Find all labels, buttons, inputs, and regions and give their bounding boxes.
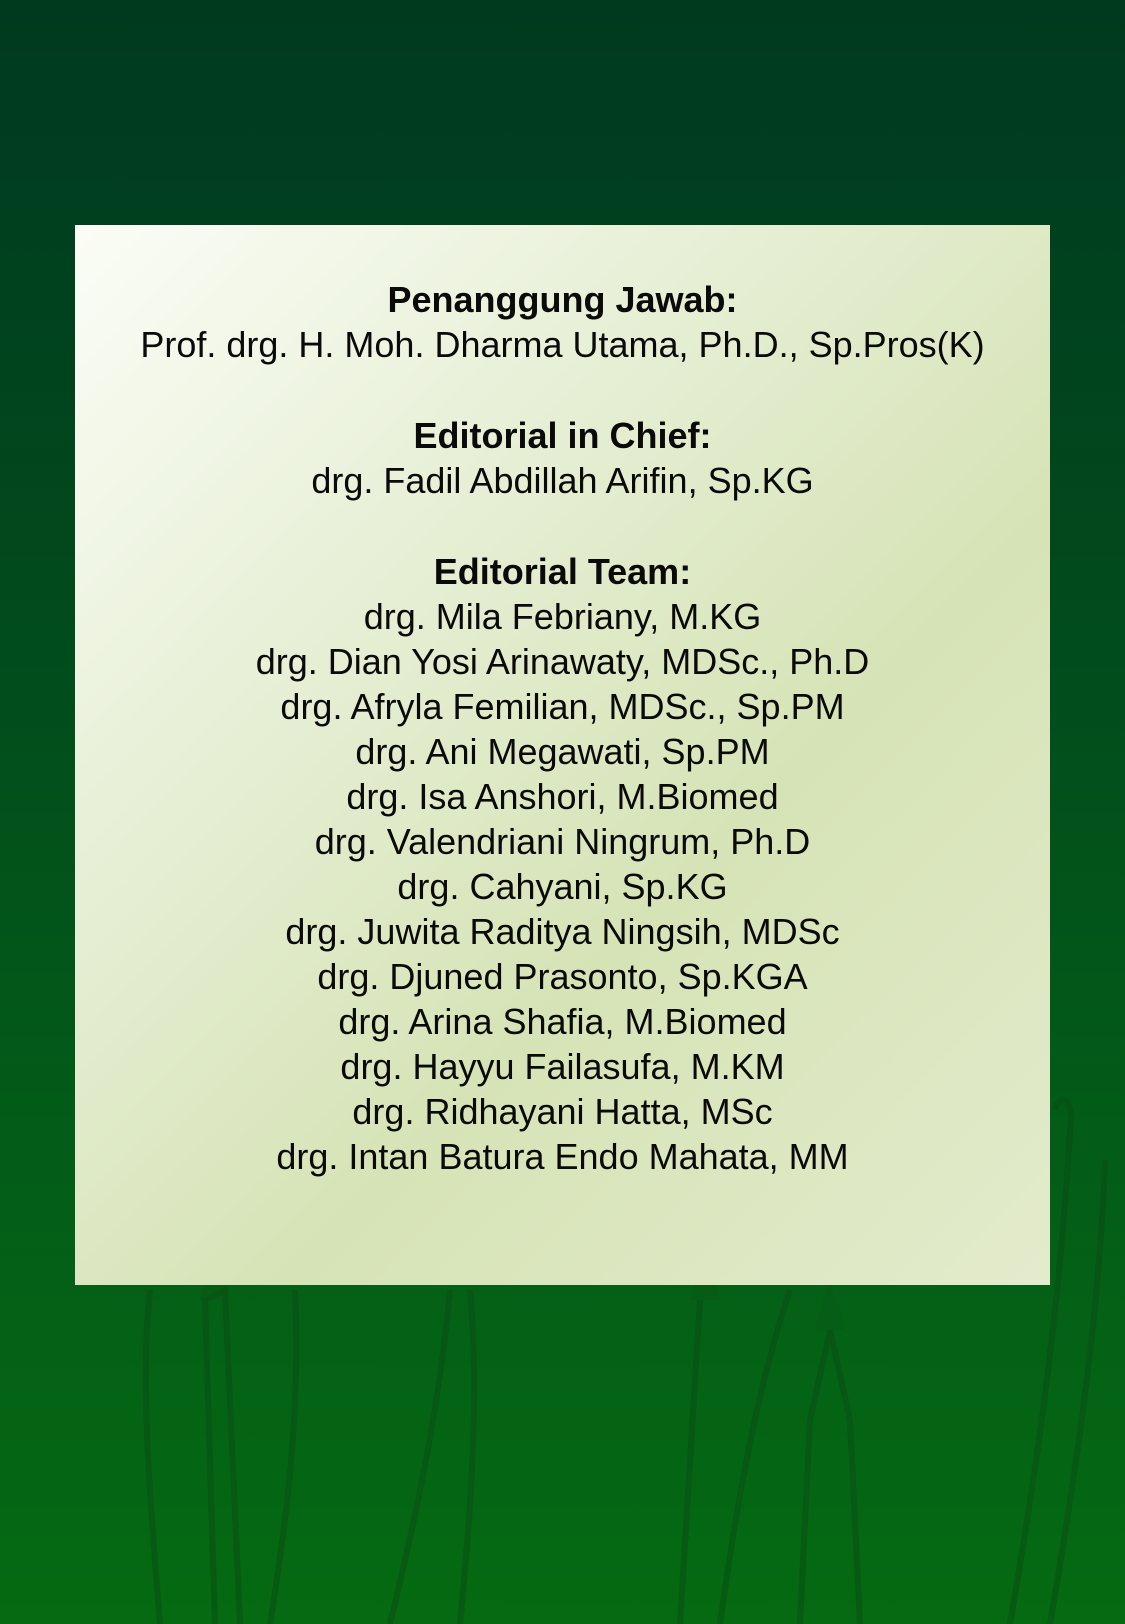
list-item: drg. Intan Batura Endo Mahata, MM: [276, 1136, 849, 1177]
list-item: drg. Afryla Femilian, MDSc., Sp.PM: [280, 686, 845, 727]
editorial-board-panel: [75, 225, 1050, 1285]
list-item: drg. Djuned Prasonto, Sp.KGA: [317, 956, 808, 997]
list-item: drg. Hayyu Failasufa, M.KM: [340, 1046, 785, 1087]
section-heading: Editorial Team:: [433, 551, 692, 592]
list-item: drg. Cahyani, Sp.KG: [397, 866, 728, 907]
list-item: drg. Ridhayani Hatta, MSc: [352, 1091, 773, 1132]
section-editorial-team: [75, 549, 1050, 1179]
member-name: drg. Fadil Abdillah Arifin, Sp.KG: [311, 460, 814, 501]
editorial-team-list: [75, 594, 1050, 1179]
section-heading: Editorial in Chief:: [413, 415, 712, 456]
section-editorial-in-chief: [75, 413, 1050, 503]
list-item: drg. Valendriani Ningrum, Ph.D: [314, 821, 811, 862]
list-item: drg. Dian Yosi Arinawaty, MDSc., Ph.D: [255, 641, 870, 682]
list-item: drg. Mila Febriany, M.KG: [363, 596, 762, 637]
section-heading: Penanggung Jawab:: [387, 279, 738, 320]
list-item: drg. Arina Shafia, M.Biomed: [338, 1001, 787, 1042]
list-item: drg. Isa Anshori, M.Biomed: [346, 776, 779, 817]
list-item: drg. Ani Megawati, Sp.PM: [355, 731, 770, 772]
section-penanggung-jawab: [75, 277, 1050, 367]
list-item: drg. Juwita Raditya Ningsih, MDSc: [285, 911, 840, 952]
member-name: Prof. drg. H. Moh. Dharma Utama, Ph.D., Sp.Pros(K): [140, 324, 985, 365]
